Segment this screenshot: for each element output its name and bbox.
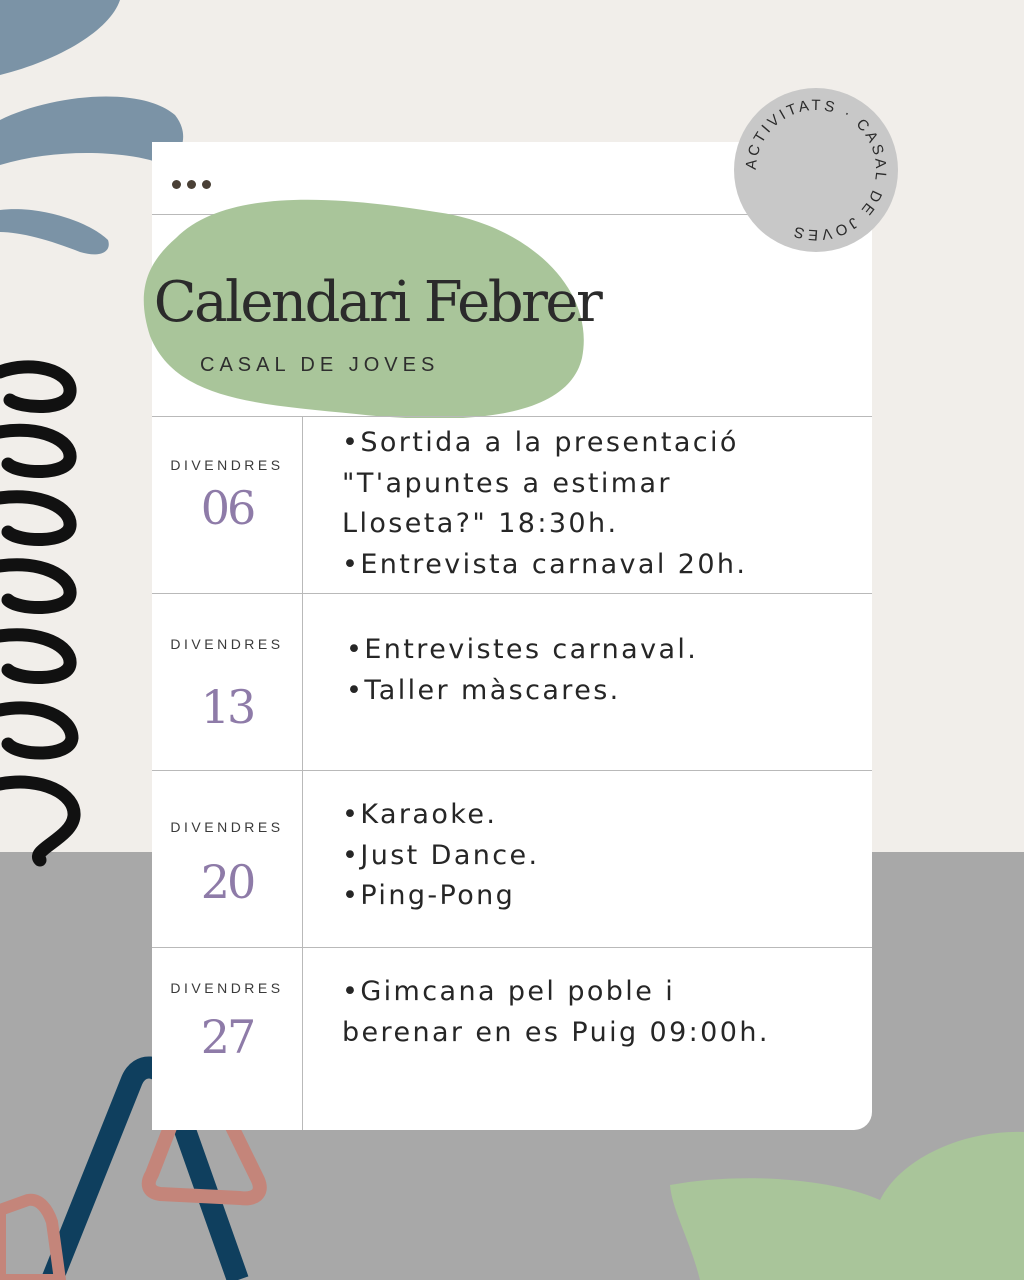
blue-shape-leaf <box>0 209 109 254</box>
badge-text: ACTIVITATS · CASAL DE JOVES <box>742 96 890 244</box>
day-number: 27 <box>200 1010 254 1064</box>
activity-list <box>346 630 856 711</box>
page-title: Calendari Febrer <box>153 270 601 335</box>
activity-item: •Entrevistes carnaval. <box>346 634 699 665</box>
day-label: DIVENDRES <box>170 819 284 835</box>
activity-item: •Karaoke. <box>342 799 498 830</box>
activity-list <box>342 795 852 917</box>
table-row <box>152 947 872 1130</box>
table-row <box>152 416 872 593</box>
day-label: DIVENDRES <box>170 457 284 473</box>
activity-item: berenar en es Puig 09:00h. <box>342 1016 770 1048</box>
activity-item: •Taller màscares. <box>346 674 621 706</box>
green-leaf-bottom <box>670 1132 1024 1280</box>
activity-item: •Sortida a la presentació <box>342 427 739 458</box>
page-subtitle: CASAL DE JOVES <box>200 354 440 376</box>
column-divider <box>302 416 303 1130</box>
day-label: DIVENDRES <box>170 636 284 652</box>
day-number: 20 <box>200 855 254 909</box>
table-row <box>152 770 872 947</box>
activity-list <box>342 972 852 1053</box>
activity-item: •Gimcana pel poble i <box>342 976 676 1007</box>
day-label: DIVENDRES <box>170 980 284 996</box>
activity-item: •Ping-Pong <box>342 880 516 911</box>
calendar-card <box>152 142 872 1130</box>
activity-item: Lloseta?" 18:30h. <box>342 508 619 539</box>
day-number: 06 <box>200 481 254 535</box>
activitats-badge <box>732 86 900 254</box>
activity-list <box>342 423 852 585</box>
activity-item: •Entrevista carnaval 20h. <box>342 548 748 580</box>
activity-item: •Just Dance. <box>342 839 540 871</box>
activity-item: "T'apuntes a estimar <box>342 467 672 499</box>
blue-shape-top <box>0 0 120 75</box>
table-row <box>152 593 872 770</box>
day-number: 13 <box>200 680 254 734</box>
black-scribble <box>0 367 74 860</box>
